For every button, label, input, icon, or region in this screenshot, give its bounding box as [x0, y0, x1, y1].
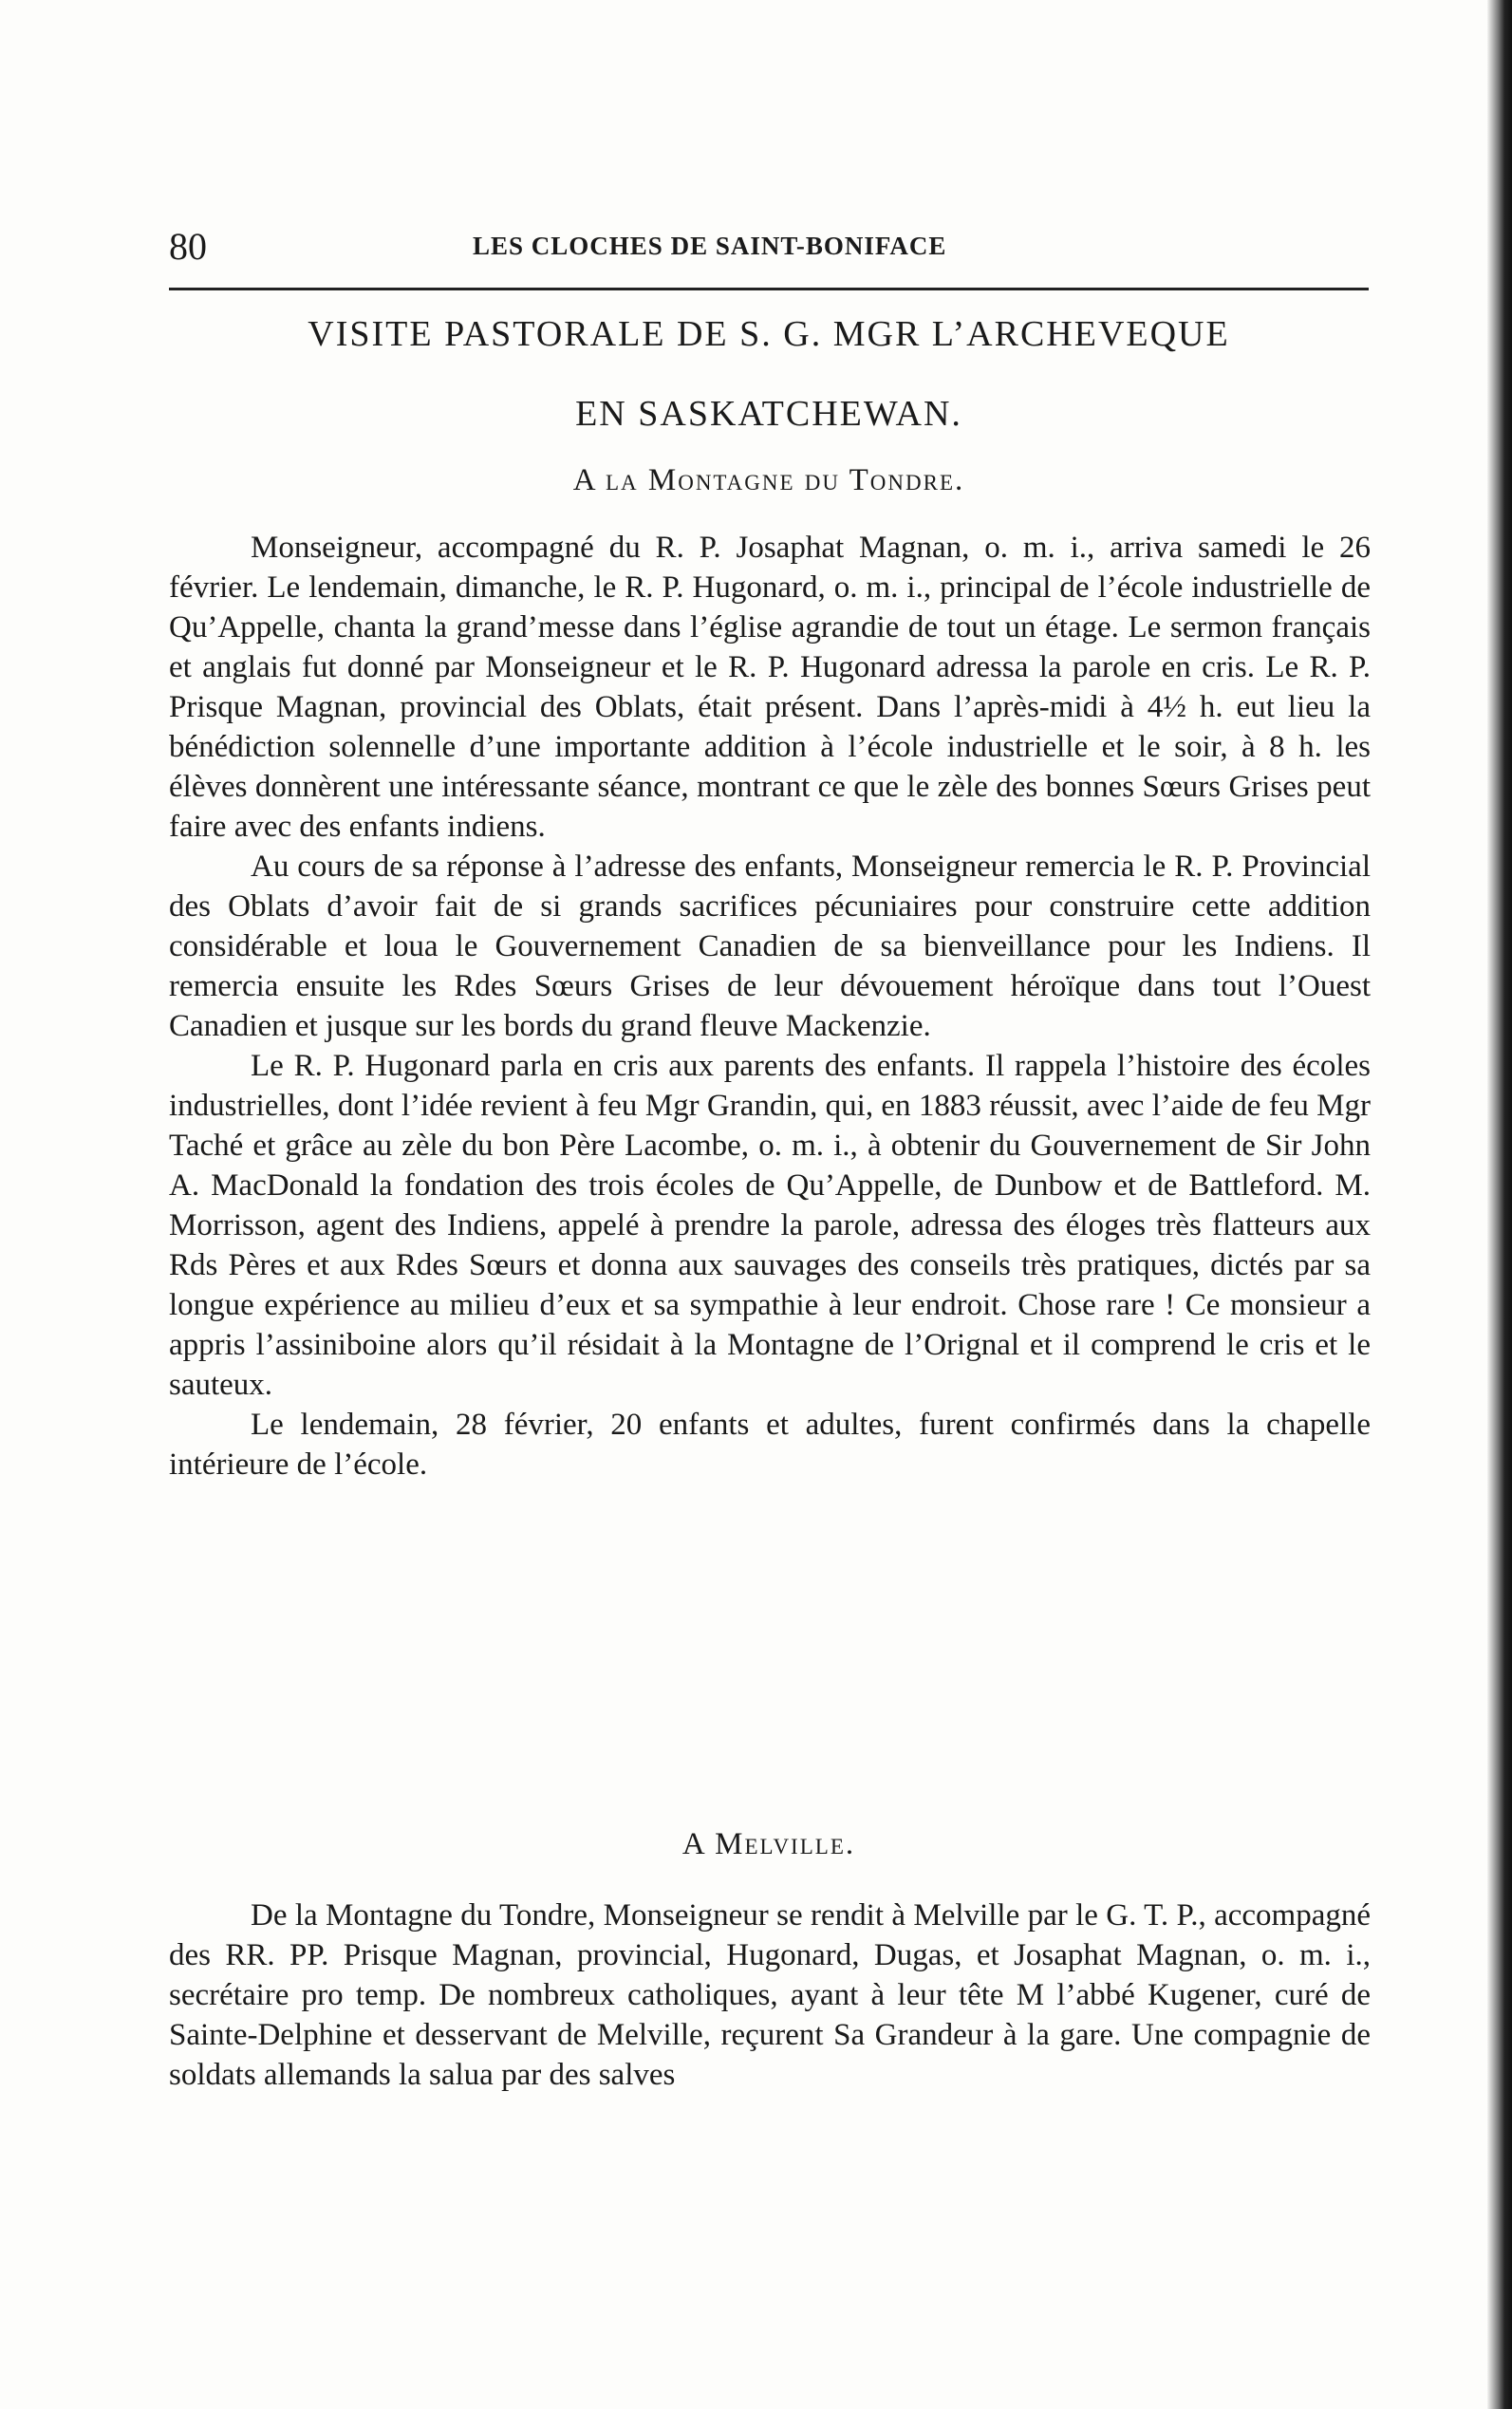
journal-title: LES CLOCHES DE SAINT-BONIFACE — [473, 232, 947, 260]
running-head — [169, 224, 1251, 281]
article-title-line-2: EN SASKATCHEWAN. — [575, 394, 962, 434]
paragraph: Au cours de sa réponse à l’adresse des enfants, Monseigneur remercia le R. P. Provincial des Oblats d’avoir fait de si grands sacrifices pécuniaires pour construire cette addition considérable et loua le Gouvernement Canadien de sa bienveillance pour les Indiens. Il remercia ensuite les Rdes Sœurs Grises de leur dévouement héroïque dans tout l’Ouest Canadien et jusque sur les bords du grand fleuve Mackenzie. — [169, 850, 1371, 1043]
header-rule — [169, 288, 1369, 290]
paragraph: Le lendemain, 28 février, 20 enfants et adultes, furent confirmés dans la chapelle intérieure de l’école. — [169, 1408, 1371, 1482]
section-body-montagne — [169, 528, 1371, 1485]
section-body-melville — [169, 1895, 1371, 2095]
section-heading-montagne: A la Montagne du Tondre. — [572, 463, 965, 497]
section-heading-melville: A Melville. — [681, 1827, 856, 1861]
paragraph: De la Montagne du Tondre, Monseigneur se rendit à Melville par le G. T. P., accompagné des RR. PP. Prisque Magnan, provincial, Hugonard, Dugas, et Josaphat Magnan, o. m. i., secrétaire pro temp. De nombreux catholiques, ayant à leur tête M l’abbé Kugener, curé de Sainte-Delphine et desservant de Melville, reçurent Sa Grandeur à la gare. Une compagnie de soldats allemands la salua par des salves — [169, 1898, 1371, 2092]
page-edge-shadow — [1487, 0, 1512, 2409]
article-title-line-1: VISITE PASTORALE DE S. G. MGR L’ARCHEVEQUE — [308, 314, 1230, 354]
page-number: 80 — [169, 225, 207, 268]
paragraph: Monseigneur, accompagné du R. P. Josaphat Magnan, o. m. i., arriva samedi le 26 février. Le lendemain, dimanche, le R. P. Hugonard, o. m. i., principal de l’école industrielle de Qu’Appelle, chanta la grand’messe dans l’église agrandie de tout un étage. Le sermon français et anglais fut donné par Monseigneur et le R. P. Hugonard adressa la parole en cris. Le R. P. Prisque Magnan, provincial des Oblats, était présent. Dans l’après-midi à 4½ h. eut lieu la bénédiction solennelle d’une importante addition à l’école industrielle et le soir, à 8 h. les élèves donnèrent une intéressante séance, montrant ce que le zèle des bonnes Sœurs Grises peut faire avec des enfants indiens. — [169, 531, 1371, 844]
paragraph: Le R. P. Hugonard parla en cris aux parents des enfants. Il rappela l’histoire des écoles industrielles, dont l’idée revient à feu Mgr Grandin, qui, en 1883 réussit, avec l’aide de feu Mgr Taché et grâce au zèle du bon Père Lacombe, o. m. i., à obtenir du Gouvernement de Sir John A. MacDonald la fondation des trois écoles de Qu’Appelle, de Dunbow et de Battleford. M. Morrisson, agent des Indiens, appelé à prendre la parole, adressa des éloges très flatteurs aux Rds Pères et aux Rdes Sœurs et donna aux sauvages des conseils très pratiques, dictés par sa longue expérience au milieu d’eux et sa sympathie à leur endroit. Chose rare ! Ce monsieur a appris l’assiniboine alors qu’il résidait à la Montagne de l’Orignal et il comprend le cris et le sauteux. — [169, 1049, 1371, 1402]
